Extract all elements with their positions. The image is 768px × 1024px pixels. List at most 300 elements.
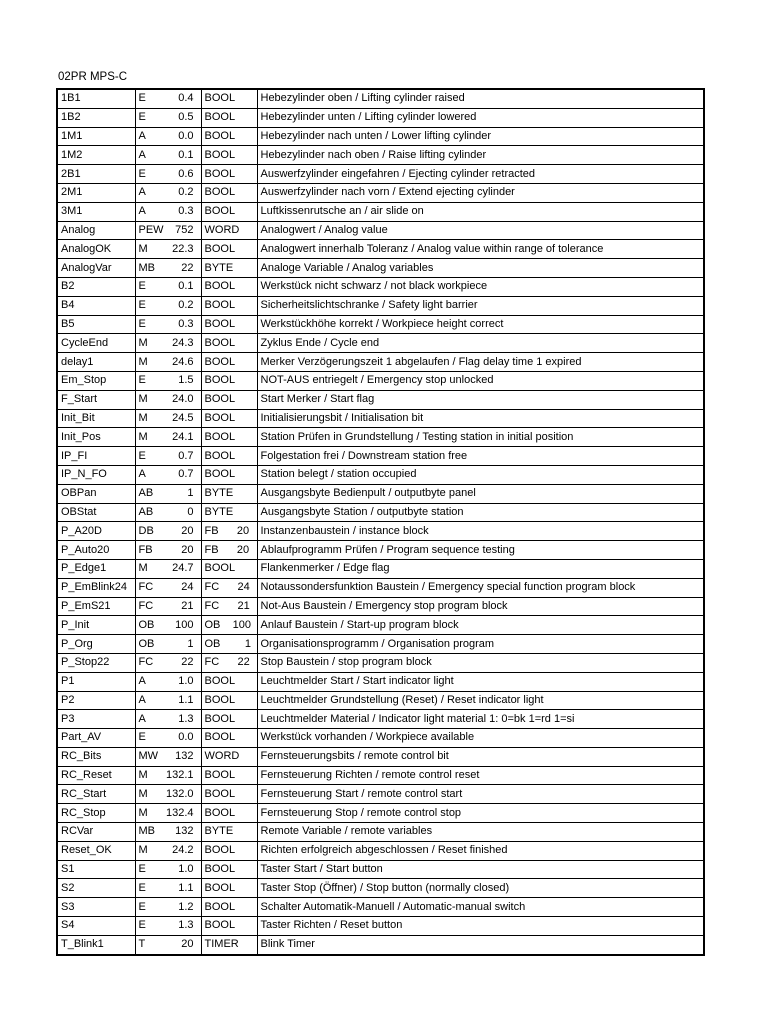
address-cell: [135, 729, 201, 748]
address-cell: [135, 860, 201, 879]
address-area: E: [138, 280, 146, 293]
comment-cell: Notaussondersfunktion Baustein / Emergency special function program block: [257, 578, 704, 597]
address-number: 132: [175, 750, 194, 763]
address-area: E: [138, 900, 146, 913]
address-number: 20: [181, 938, 194, 951]
address-number: 1: [187, 487, 194, 500]
symbol-cell: P_Org: [57, 635, 135, 654]
symbol-cell: P_EmBlink24: [57, 578, 135, 597]
datatype-cell: BOOL: [201, 146, 257, 165]
address-area: E: [138, 317, 146, 330]
address-cell: [135, 691, 201, 710]
comment-cell: Station belegt / station occupied: [257, 465, 704, 484]
symbol-cell: F_Start: [57, 390, 135, 409]
comment-cell: Hebezylinder unten / Lifting cylinder lowered: [257, 108, 704, 127]
comment-cell: Werkstückhöhe korrekt / Workpiece height correct: [257, 315, 704, 334]
address-number: 752: [175, 223, 194, 236]
symbol-cell: IP_N_FO: [57, 465, 135, 484]
address-area: A: [138, 148, 146, 161]
symbol-cell: CycleEnd: [57, 334, 135, 353]
table-row: [57, 597, 704, 616]
comment-cell: Taster Stop (Öffner) / Stop button (normally closed): [257, 879, 704, 898]
comment-cell: Analoge Variable / Analog variables: [257, 259, 704, 278]
comment-cell: Leuchtmelder Start / Start indicator light: [257, 672, 704, 691]
table-row: [57, 409, 704, 428]
address-number: 24.7: [172, 562, 194, 575]
datatype-cell: BOOL: [201, 841, 257, 860]
address-number: 0.6: [178, 167, 194, 180]
symbol-cell: OBStat: [57, 503, 135, 522]
comment-cell: Hebezylinder oben / Lifting cylinder raised: [257, 89, 704, 108]
comment-cell: Zyklus Ende / Cycle end: [257, 334, 704, 353]
address-area: A: [138, 675, 146, 688]
address-number: 0.3: [178, 205, 194, 218]
address-cell: [135, 127, 201, 146]
address-cell: [135, 578, 201, 597]
address-area: MB: [138, 825, 155, 838]
table-row: [57, 146, 704, 165]
symbol-cell: 1M1: [57, 127, 135, 146]
comment-cell: Leuchtmelder Material / Indicator light material 1: 0=bk 1=rd 1=si: [257, 710, 704, 729]
comment-cell: Analogwert innerhalb Toleranz / Analog value within range of tolerance: [257, 240, 704, 259]
address-number: 0.2: [178, 299, 194, 312]
symbol-cell: 2M1: [57, 183, 135, 202]
table-row: [57, 841, 704, 860]
symbol-cell: S3: [57, 898, 135, 917]
table-row: [57, 935, 704, 954]
table-row: [57, 240, 704, 259]
symbol-table-body: [57, 89, 704, 955]
address-number: 0.7: [178, 468, 194, 481]
symbol-cell: Init_Bit: [57, 409, 135, 428]
symbol-cell: RC_Bits: [57, 747, 135, 766]
address-cell: [135, 447, 201, 466]
table-row: [57, 672, 704, 691]
address-number: 1.3: [178, 712, 194, 725]
symbol-cell: B2: [57, 277, 135, 296]
table-row: [57, 785, 704, 804]
datatype-cell: BOOL: [201, 917, 257, 936]
datatype-cell: WORD: [201, 221, 257, 240]
address-area: FC: [138, 599, 154, 612]
address-cell: [135, 221, 201, 240]
comment-cell: Hebezylinder nach oben / Raise lifting cylinder: [257, 146, 704, 165]
address-cell: [135, 879, 201, 898]
datatype-cell: BOOL: [201, 447, 257, 466]
table-row: [57, 879, 704, 898]
datatype-cell: BOOL: [201, 672, 257, 691]
address-area: M: [138, 787, 148, 800]
address-area: E: [138, 919, 146, 932]
symbol-cell: RC_Start: [57, 785, 135, 804]
address-area: M: [138, 769, 148, 782]
table-row: [57, 616, 704, 635]
datatype-cell: TIMER: [201, 935, 257, 954]
datatype-cell: FC 22: [201, 653, 257, 672]
address-area: A: [138, 186, 146, 199]
address-number: 24.3: [172, 336, 194, 349]
address-number: 0.4: [178, 92, 194, 105]
address-number: 0.7: [178, 449, 194, 462]
address-area: A: [138, 693, 146, 706]
datatype-cell: BOOL: [201, 729, 257, 748]
table-row: [57, 578, 704, 597]
comment-cell: Anlauf Baustein / Start-up program block: [257, 616, 704, 635]
symbol-cell: Analog: [57, 221, 135, 240]
symbol-cell: P1: [57, 672, 135, 691]
address-cell: [135, 165, 201, 184]
comment-cell: Taster Richten / Reset button: [257, 917, 704, 936]
datatype-cell: BOOL: [201, 691, 257, 710]
address-area: A: [138, 468, 146, 481]
address-number: 1.0: [178, 863, 194, 876]
symbol-cell: P2: [57, 691, 135, 710]
table-row: [57, 353, 704, 372]
table-row: [57, 823, 704, 842]
address-number: 100: [175, 618, 194, 631]
address-number: 1.5: [178, 374, 194, 387]
address-area: A: [138, 712, 146, 725]
table-row: [57, 729, 704, 748]
comment-cell: Auswerfzylinder eingefahren / Ejecting cylinder retracted: [257, 165, 704, 184]
address-cell: [135, 541, 201, 560]
address-number: 0.3: [178, 317, 194, 330]
comment-cell: Hebezylinder nach unten / Lower lifting cylinder: [257, 127, 704, 146]
address-cell: [135, 710, 201, 729]
address-area: AB: [138, 487, 154, 500]
table-row: [57, 89, 704, 108]
address-area: MW: [138, 750, 159, 763]
address-number: 0.0: [178, 731, 194, 744]
address-area: T: [138, 938, 146, 951]
address-number: 0.5: [178, 111, 194, 124]
address-area: OB: [138, 618, 155, 631]
address-area: AB: [138, 505, 154, 518]
datatype-cell: BOOL: [201, 240, 257, 259]
datatype-cell: OB 1: [201, 635, 257, 654]
address-cell: [135, 296, 201, 315]
comment-cell: Analogwert / Analog value: [257, 221, 704, 240]
address-area: M: [138, 336, 148, 349]
address-cell: [135, 315, 201, 334]
address-number: 1.0: [178, 675, 194, 688]
comment-cell: Luftkissenrutsche an / air slide on: [257, 202, 704, 221]
datatype-cell: BOOL: [201, 277, 257, 296]
address-cell: [135, 823, 201, 842]
datatype-cell: BOOL: [201, 710, 257, 729]
table-row: [57, 484, 704, 503]
table-row: [57, 710, 704, 729]
datatype-cell: BOOL: [201, 315, 257, 334]
table-row: [57, 860, 704, 879]
address-area: M: [138, 242, 148, 255]
table-row: [57, 221, 704, 240]
datatype-cell: BOOL: [201, 785, 257, 804]
address-number: 1.1: [178, 693, 194, 706]
address-area: M: [138, 806, 148, 819]
symbol-cell: 1M2: [57, 146, 135, 165]
datatype-cell: BYTE: [201, 503, 257, 522]
address-number: 1.3: [178, 919, 194, 932]
address-cell: [135, 559, 201, 578]
comment-cell: Fernsteuerung Stop / remote control stop: [257, 804, 704, 823]
datatype-cell: BOOL: [201, 371, 257, 390]
address-area: FC: [138, 656, 154, 669]
address-cell: [135, 785, 201, 804]
address-cell: [135, 935, 201, 954]
datatype-cell: BYTE: [201, 259, 257, 278]
address-cell: [135, 465, 201, 484]
address-cell: [135, 522, 201, 541]
address-cell: [135, 334, 201, 353]
table-row: [57, 371, 704, 390]
comment-cell: Stop Baustein / stop program block: [257, 653, 704, 672]
address-area: M: [138, 411, 148, 424]
address-cell: [135, 841, 201, 860]
table-row: [57, 202, 704, 221]
comment-cell: Leuchtmelder Grundstellung (Reset) / Reset indicator light: [257, 691, 704, 710]
comment-cell: NOT-AUS entriegelt / Emergency stop unlocked: [257, 371, 704, 390]
symbol-cell: IP_FI: [57, 447, 135, 466]
datatype-cell: BOOL: [201, 879, 257, 898]
address-number: 0: [187, 505, 194, 518]
symbol-cell: P3: [57, 710, 135, 729]
symbol-cell: 1B2: [57, 108, 135, 127]
symbol-cell: P_Edge1: [57, 559, 135, 578]
comment-cell: Organisationsprogramm / Organisation program: [257, 635, 704, 654]
address-area: M: [138, 844, 148, 857]
table-row: [57, 653, 704, 672]
comment-cell: Start Merker / Start flag: [257, 390, 704, 409]
table-row: [57, 522, 704, 541]
table-row: [57, 259, 704, 278]
table-row: [57, 635, 704, 654]
address-cell: [135, 747, 201, 766]
address-cell: [135, 202, 201, 221]
address-area: E: [138, 111, 146, 124]
address-area: A: [138, 205, 146, 218]
symbol-cell: delay1: [57, 353, 135, 372]
datatype-cell: BOOL: [201, 183, 257, 202]
comment-cell: Ablaufprogramm Prüfen / Program sequence testing: [257, 541, 704, 560]
datatype-cell: BYTE: [201, 823, 257, 842]
address-cell: [135, 259, 201, 278]
address-area: E: [138, 92, 146, 105]
table-row: [57, 747, 704, 766]
table-row: [57, 541, 704, 560]
address-cell: [135, 371, 201, 390]
symbol-cell: S1: [57, 860, 135, 879]
address-cell: [135, 503, 201, 522]
comment-cell: Fernsteuerung Richten / remote control reset: [257, 766, 704, 785]
address-number: 21: [181, 599, 194, 612]
comment-cell: Taster Start / Start button: [257, 860, 704, 879]
address-number: 24.2: [172, 844, 194, 857]
symbol-cell: Em_Stop: [57, 371, 135, 390]
address-number: 1: [187, 637, 194, 650]
table-row: [57, 917, 704, 936]
comment-cell: Remote Variable / remote variables: [257, 823, 704, 842]
table-row: [57, 559, 704, 578]
address-area: PEW: [138, 223, 164, 236]
table-row: [57, 315, 704, 334]
datatype-cell: BOOL: [201, 353, 257, 372]
address-area: E: [138, 299, 146, 312]
datatype-cell: BOOL: [201, 202, 257, 221]
table-row: [57, 804, 704, 823]
datatype-cell: FC 21: [201, 597, 257, 616]
table-row: [57, 428, 704, 447]
comment-cell: Station Prüfen in Grundstellung / Testing station in initial position: [257, 428, 704, 447]
address-cell: [135, 428, 201, 447]
datatype-cell: BOOL: [201, 898, 257, 917]
datatype-cell: FB 20: [201, 522, 257, 541]
address-cell: [135, 597, 201, 616]
address-cell: [135, 766, 201, 785]
datatype-cell: BOOL: [201, 409, 257, 428]
address-number: 132.1: [165, 769, 194, 782]
address-area: M: [138, 393, 148, 406]
comment-cell: Auswerfzylinder nach vorn / Extend ejecting cylinder: [257, 183, 704, 202]
table-row: [57, 898, 704, 917]
comment-cell: Fernsteuerung Start / remote control start: [257, 785, 704, 804]
table-row: [57, 691, 704, 710]
address-cell: [135, 146, 201, 165]
table-row: [57, 334, 704, 353]
comment-cell: Folgestation frei / Downstream station free: [257, 447, 704, 466]
datatype-cell: BOOL: [201, 559, 257, 578]
datatype-cell: BOOL: [201, 766, 257, 785]
address-number: 24: [181, 581, 194, 594]
comment-cell: Fernsteuerungsbits / remote control bit: [257, 747, 704, 766]
symbol-cell: T_Blink1: [57, 935, 135, 954]
table-row: [57, 108, 704, 127]
comment-cell: Not-Aus Baustein / Emergency stop program block: [257, 597, 704, 616]
table-row: [57, 447, 704, 466]
symbol-cell: B4: [57, 296, 135, 315]
symbol-cell: OBPan: [57, 484, 135, 503]
address-area: OB: [138, 637, 155, 650]
datatype-cell: BOOL: [201, 127, 257, 146]
address-cell: [135, 240, 201, 259]
comment-cell: Richten erfolgreich abgeschlossen / Reset finished: [257, 841, 704, 860]
address-number: 0.1: [178, 148, 194, 161]
address-number: 20: [181, 524, 194, 537]
datatype-cell: BOOL: [201, 108, 257, 127]
address-cell: [135, 409, 201, 428]
address-area: FC: [138, 581, 154, 594]
address-cell: [135, 616, 201, 635]
address-cell: [135, 653, 201, 672]
address-cell: [135, 917, 201, 936]
address-cell: [135, 108, 201, 127]
address-number: 132.0: [165, 787, 194, 800]
address-cell: [135, 390, 201, 409]
symbol-cell: P_Init: [57, 616, 135, 635]
address-number: 22: [181, 656, 194, 669]
symbol-cell: 2B1: [57, 165, 135, 184]
address-number: 24.1: [172, 430, 194, 443]
comment-cell: Flankenmerker / Edge flag: [257, 559, 704, 578]
address-number: 22.3: [172, 242, 194, 255]
table-row: [57, 127, 704, 146]
symbol-cell: P_EmS21: [57, 597, 135, 616]
datatype-cell: BOOL: [201, 428, 257, 447]
page-title: 02PR MPS-C: [58, 71, 128, 83]
datatype-cell: BOOL: [201, 860, 257, 879]
comment-cell: Schalter Automatik-Manuell / Automatic-manual switch: [257, 898, 704, 917]
address-area: FB: [138, 543, 153, 556]
comment-cell: Merker Verzögerungszeit 1 abgelaufen / Flag delay time 1 expired: [257, 353, 704, 372]
address-number: 132: [175, 825, 194, 838]
address-area: E: [138, 167, 146, 180]
symbol-cell: AnalogVar: [57, 259, 135, 278]
address-area: E: [138, 374, 146, 387]
address-cell: [135, 635, 201, 654]
symbol-cell: RCVar: [57, 823, 135, 842]
address-area: M: [138, 430, 148, 443]
address-number: 0.0: [178, 129, 194, 142]
address-cell: [135, 89, 201, 108]
address-number: 24.6: [172, 355, 194, 368]
table-row: [57, 503, 704, 522]
address-cell: [135, 484, 201, 503]
address-cell: [135, 898, 201, 917]
address-number: 1.1: [178, 881, 194, 894]
table-row: [57, 183, 704, 202]
symbol-cell: Init_Pos: [57, 428, 135, 447]
address-area: MB: [138, 261, 155, 274]
table-row: [57, 277, 704, 296]
address-area: M: [138, 562, 148, 575]
datatype-cell: OB 100: [201, 616, 257, 635]
comment-cell: Ausgangsbyte Station / outputbyte station: [257, 503, 704, 522]
address-number: 1.2: [178, 900, 194, 913]
address-area: E: [138, 731, 146, 744]
datatype-cell: FC 24: [201, 578, 257, 597]
address-number: 20: [181, 543, 194, 556]
symbol-cell: Part_AV: [57, 729, 135, 748]
comment-cell: Blink Timer: [257, 935, 704, 954]
table-row: [57, 766, 704, 785]
address-area: A: [138, 129, 146, 142]
symbol-cell: P_A20D: [57, 522, 135, 541]
symbol-table: [56, 88, 705, 956]
address-area: DB: [138, 524, 154, 537]
comment-cell: Initialisierungsbit / Initialisation bit: [257, 409, 704, 428]
datatype-cell: BOOL: [201, 165, 257, 184]
address-number: 22: [181, 261, 194, 274]
symbol-cell: 3M1: [57, 202, 135, 221]
address-number: 24.5: [172, 411, 194, 424]
address-area: E: [138, 449, 146, 462]
datatype-cell: FB 20: [201, 541, 257, 560]
table-row: [57, 390, 704, 409]
comment-cell: Instanzenbaustein / instance block: [257, 522, 704, 541]
symbol-cell: RC_Stop: [57, 804, 135, 823]
address-number: 0.2: [178, 186, 194, 199]
table-row: [57, 165, 704, 184]
symbol-cell: AnalogOK: [57, 240, 135, 259]
address-area: M: [138, 355, 148, 368]
address-cell: [135, 183, 201, 202]
symbol-cell: S4: [57, 917, 135, 936]
address-number: 0.1: [178, 280, 194, 293]
symbol-cell: RC_Reset: [57, 766, 135, 785]
address-area: E: [138, 881, 146, 894]
symbol-cell: B5: [57, 315, 135, 334]
symbol-cell: 1B1: [57, 89, 135, 108]
